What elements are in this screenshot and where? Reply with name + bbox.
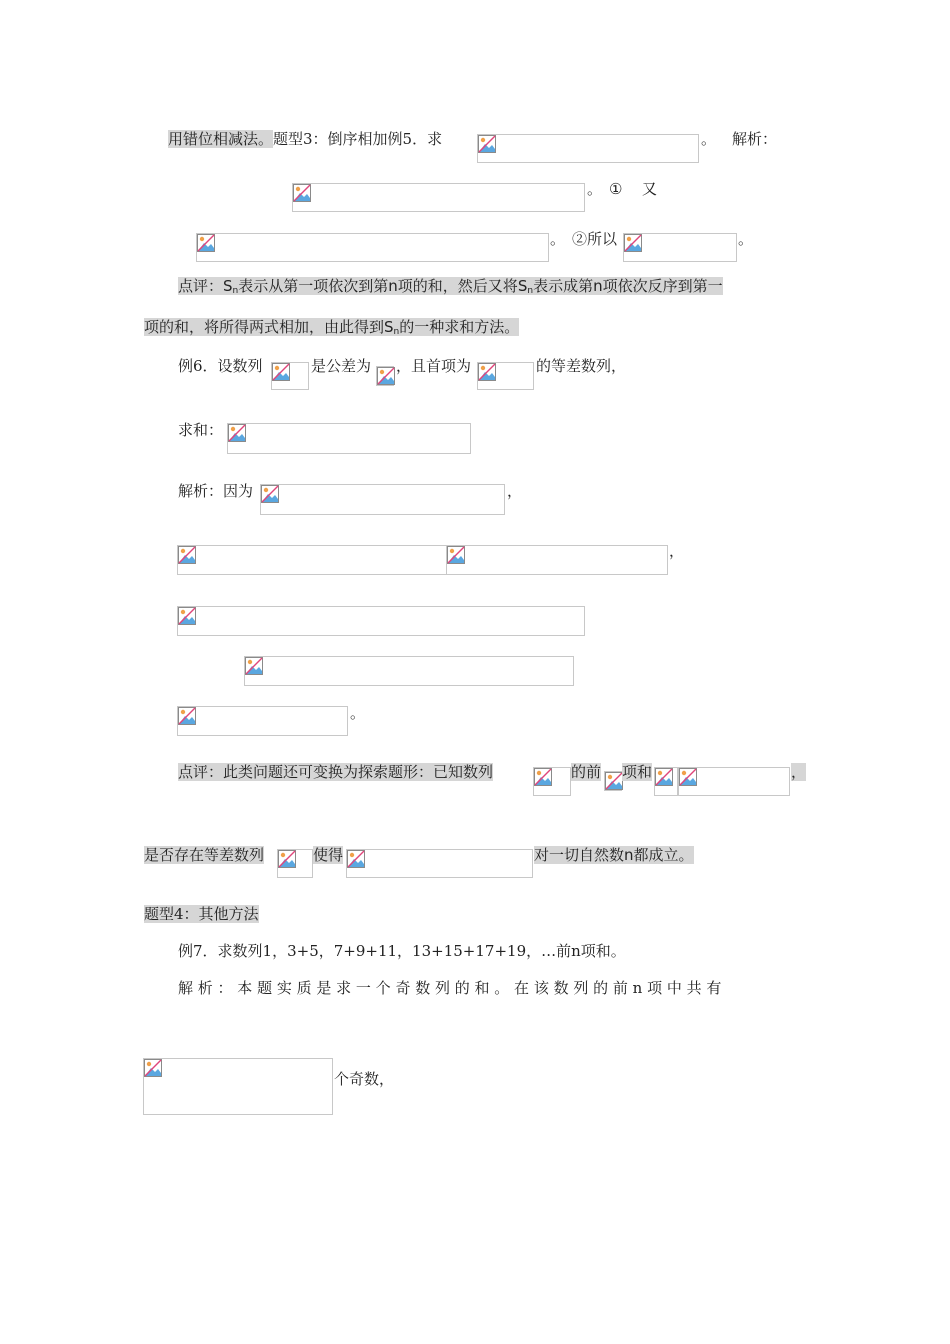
comment-text: ， bbox=[791, 763, 807, 781]
body-text: 个奇数， bbox=[334, 1070, 395, 1088]
broken-image-icon bbox=[624, 234, 642, 252]
formula-image bbox=[654, 767, 678, 796]
body-text: 例7．求数列1，3+5，7+9+11，13+15+17+19，…前n项和。 bbox=[178, 942, 626, 960]
broken-image-icon bbox=[347, 850, 365, 868]
formula-image bbox=[604, 771, 622, 791]
comment-text: 项的和，将所得两式相加，由此得到$S_n$的一种求和方法。 bbox=[144, 318, 520, 337]
body-text: 。 bbox=[701, 130, 717, 148]
body-text: 。 bbox=[738, 230, 754, 248]
body-text: ，且首项为 bbox=[396, 357, 472, 375]
comment-text: 项和 bbox=[622, 763, 653, 781]
formula-image bbox=[292, 183, 585, 212]
body-text: 。 bbox=[550, 230, 566, 248]
formula-image bbox=[678, 767, 790, 796]
broken-image-icon bbox=[272, 363, 290, 381]
comment-text: 的前 bbox=[571, 763, 602, 781]
formula-image bbox=[177, 545, 447, 575]
formula-image bbox=[177, 606, 585, 636]
broken-image-icon bbox=[478, 363, 496, 381]
body-text: 解析：因为 bbox=[178, 482, 254, 500]
broken-image-icon bbox=[261, 485, 279, 503]
body-text: ， bbox=[507, 482, 523, 500]
body-text: 用错位相减法。 bbox=[168, 130, 274, 148]
broken-image-icon bbox=[178, 546, 196, 564]
formula-image bbox=[227, 423, 471, 454]
broken-image-icon bbox=[178, 707, 196, 725]
formula-image bbox=[376, 366, 394, 386]
formula-image bbox=[477, 362, 534, 390]
broken-image-icon bbox=[178, 607, 196, 625]
body-text: ① bbox=[609, 180, 623, 198]
formula-image bbox=[446, 545, 668, 575]
broken-image-icon bbox=[197, 234, 215, 252]
broken-image-icon bbox=[655, 768, 673, 786]
broken-image-icon bbox=[478, 135, 496, 153]
broken-image-icon bbox=[278, 850, 296, 868]
body-text: ， bbox=[669, 542, 685, 560]
formula-image bbox=[533, 767, 571, 796]
body-text: 求和： bbox=[178, 421, 224, 439]
body-text: 例6．设数列 bbox=[178, 357, 263, 375]
formula-image bbox=[177, 706, 348, 736]
comment-text: 使得 bbox=[313, 846, 344, 864]
broken-image-icon bbox=[377, 367, 395, 385]
comment-text: 点评：此类问题还可变换为探索题形：已知数列 bbox=[178, 763, 494, 781]
formula-image bbox=[143, 1058, 333, 1115]
body-text: 解 析 ： 本 题 实 质 是 求 一 个 奇 数 列 的 和 。 在 该 数 列 的 前 n 项 中 共 有 bbox=[178, 979, 722, 997]
comment-text: 对一切自然数n都成立。 bbox=[534, 846, 694, 864]
broken-image-icon bbox=[144, 1059, 162, 1077]
formula-image bbox=[271, 362, 309, 390]
broken-image-icon bbox=[228, 424, 246, 442]
body-text: ②所以 bbox=[572, 230, 618, 248]
formula-image bbox=[346, 849, 533, 878]
comment-text: 点评：$S_n$表示从第一项依次到第n项的和，然后又将$S_n$表示成第n项依次反序到第一 bbox=[178, 277, 723, 296]
body-text: 。 bbox=[350, 704, 366, 722]
body-text: 题型3：倒序相加例5．求 bbox=[273, 130, 443, 148]
formula-image bbox=[277, 849, 313, 878]
broken-image-icon bbox=[293, 184, 311, 202]
formula-image bbox=[260, 484, 505, 515]
broken-image-icon bbox=[447, 546, 465, 564]
formula-image bbox=[477, 134, 699, 163]
broken-image-icon bbox=[534, 768, 552, 786]
section-heading: 题型4：其他方法 bbox=[144, 905, 259, 923]
body-text: 。 bbox=[587, 180, 603, 198]
body-text: 是公差为 bbox=[311, 357, 372, 375]
body-text: 的等差数列， bbox=[536, 357, 627, 375]
formula-image bbox=[196, 233, 549, 262]
formula-image bbox=[623, 233, 737, 262]
body-text: 又 bbox=[642, 180, 658, 198]
comment-text: 是否存在等差数列 bbox=[144, 846, 265, 864]
broken-image-icon bbox=[605, 772, 623, 790]
broken-image-icon bbox=[679, 768, 697, 786]
formula-image bbox=[244, 656, 574, 686]
broken-image-icon bbox=[245, 657, 263, 675]
body-text: 解析： bbox=[732, 130, 778, 148]
